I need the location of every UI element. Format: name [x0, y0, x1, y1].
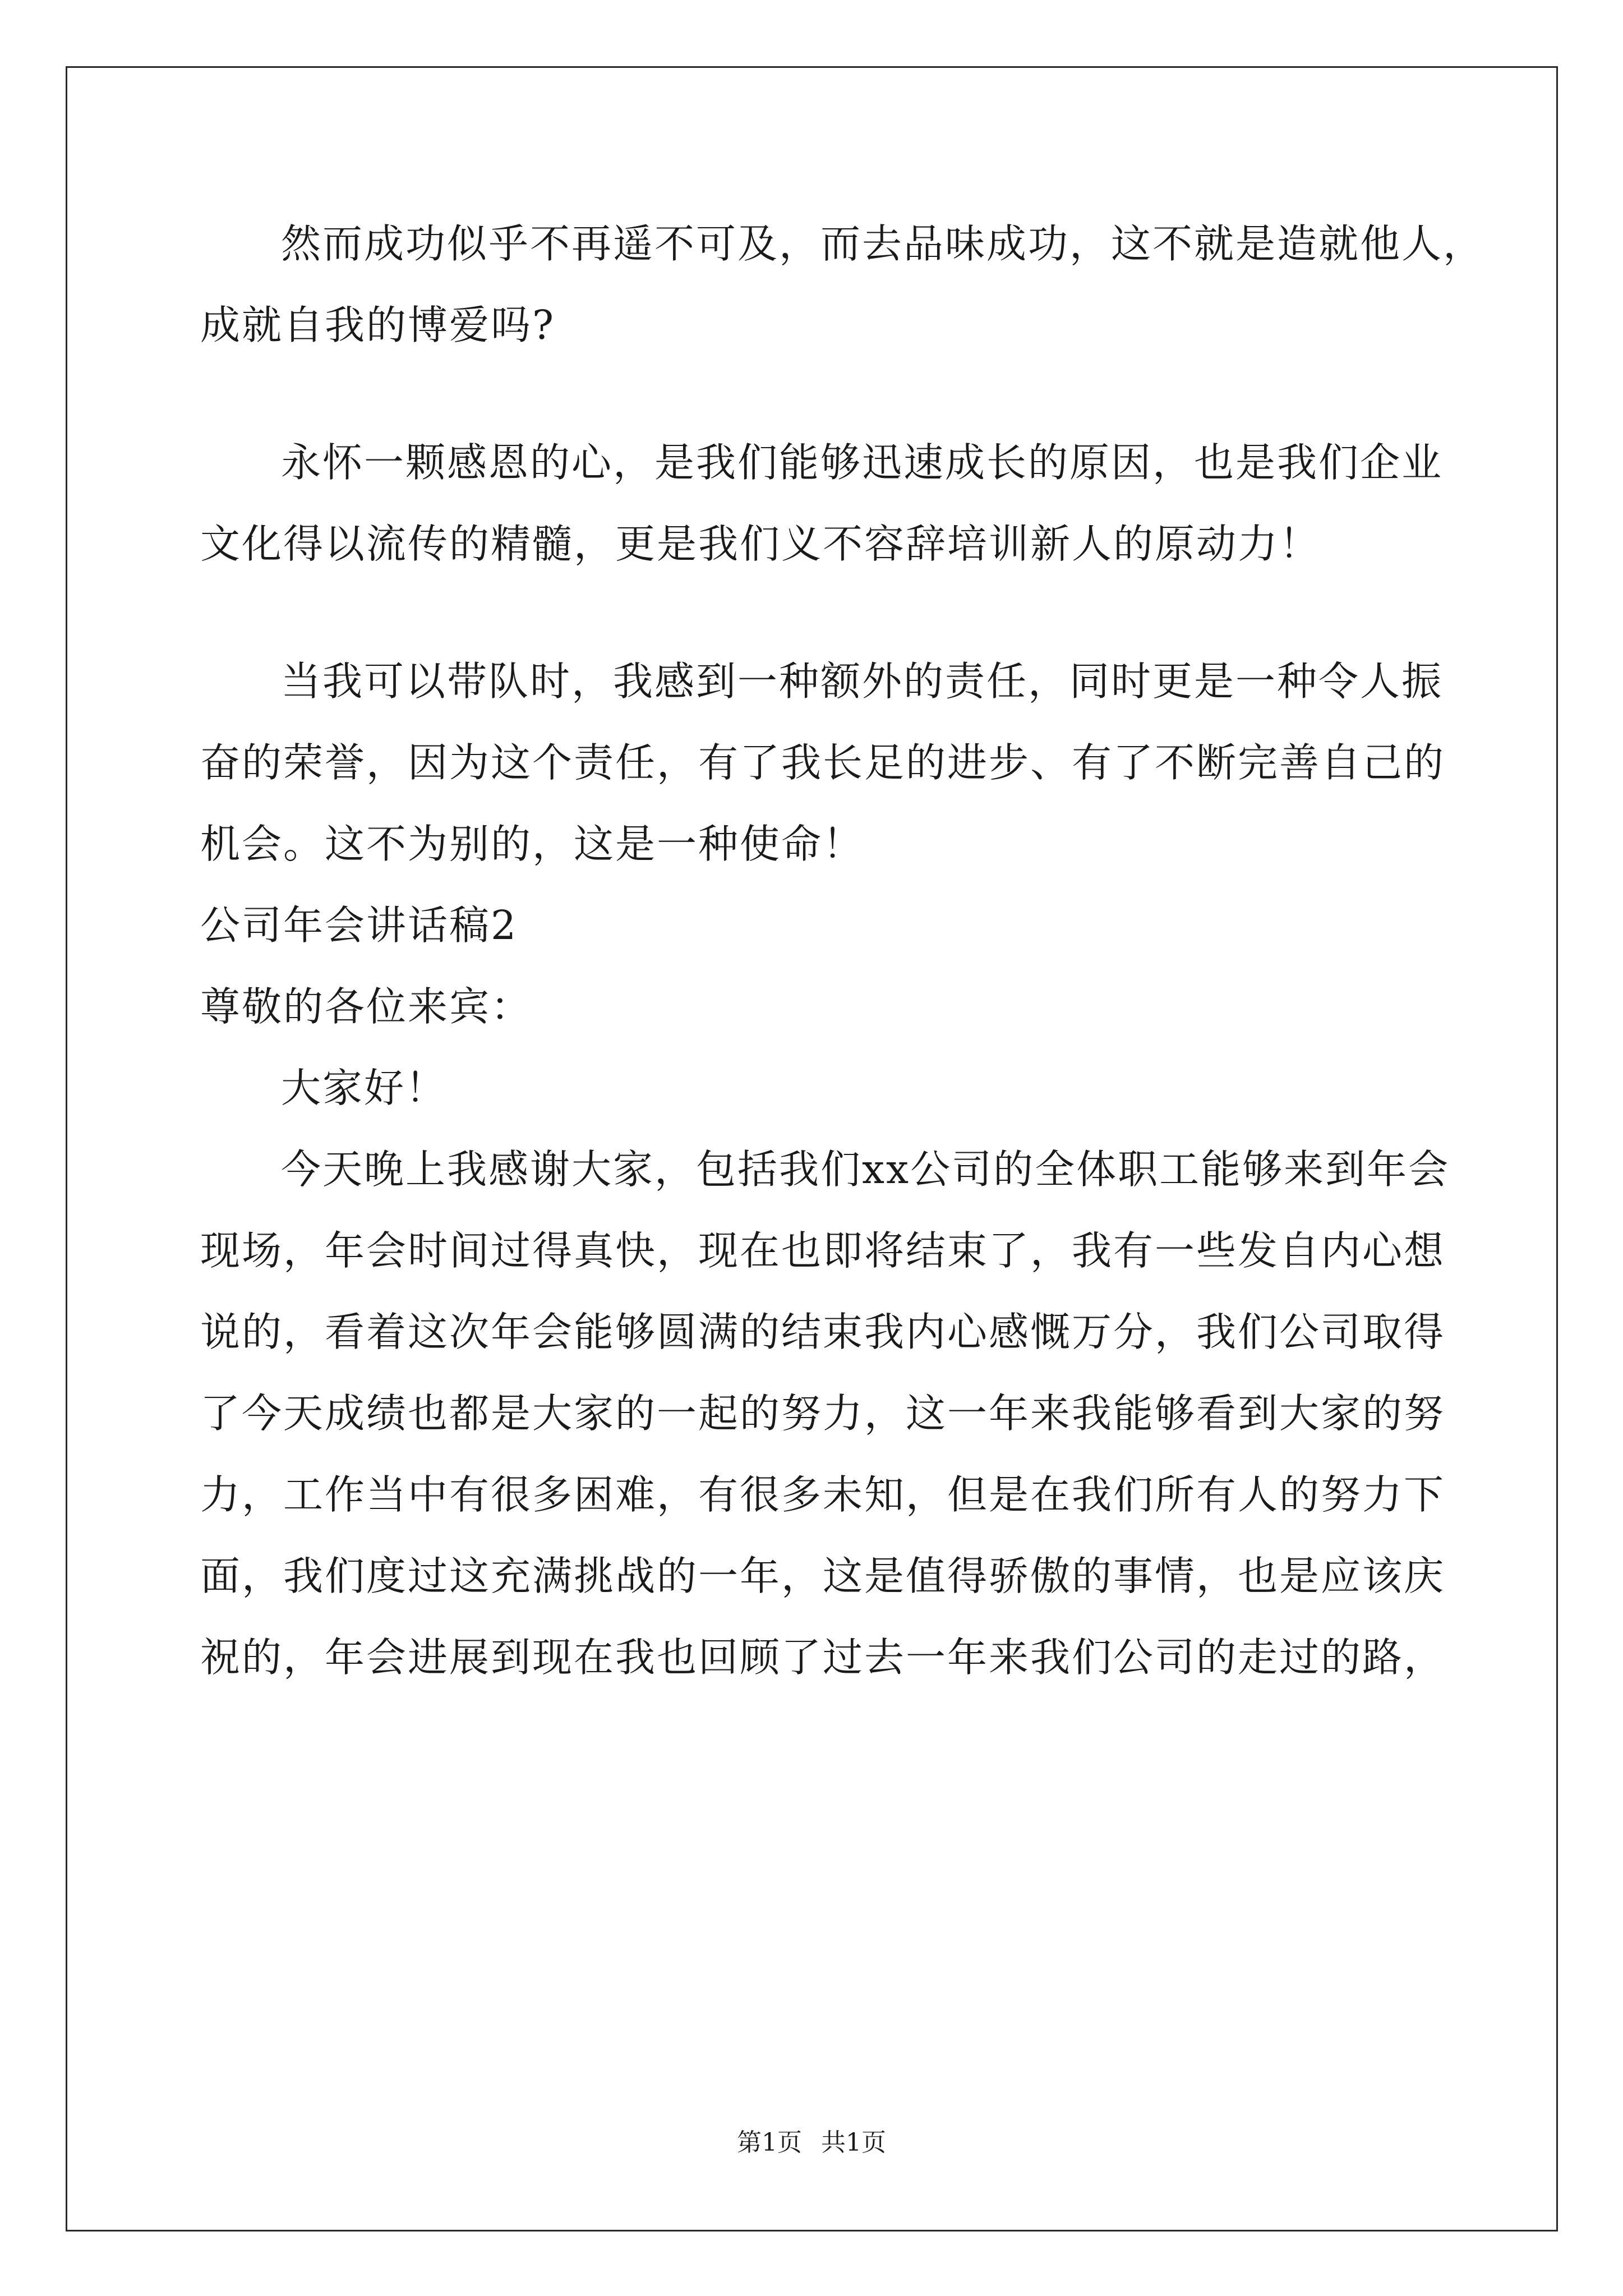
speech-line-4: 了今天成绩也都是大家的一起的努力，这一年来我能够看到大家的努: [200, 1390, 1446, 1437]
speech-line-1: 今天晚上我感谢大家，包括我们xx公司的全体职工能够来到年会: [281, 1146, 1450, 1193]
paragraph-1-line-1: 然而成功似乎不再遥不可及，而去品味成功，这不就是造就他人，: [281, 220, 1485, 267]
speech-line-5: 力，工作当中有很多困难，有很多未知，但是在我们所有人的努力下: [200, 1471, 1446, 1518]
speech-line-6: 面，我们度过这充满挑战的一年，这是值得骄傲的事情，也是应该庆: [200, 1553, 1446, 1599]
page-number-total: 共1页: [821, 2128, 886, 2157]
section-title: 公司年会讲话稿2: [200, 902, 518, 949]
page-footer: [0, 2126, 1623, 2160]
paragraph-1-line-2: 成就自我的博爱吗?: [200, 302, 556, 348]
paragraph-3-line-2: 奋的荣誉，因为这个责任，有了我长足的进步、有了不断完善自己的: [200, 739, 1446, 786]
speech-line-3: 说的，看着这次年会能够圆满的结束我内心感慨万分，我们公司取得: [200, 1309, 1446, 1355]
speech-line-2: 现场，年会时间过得真快，现在也即将结束了，我有一些发自内心想: [200, 1227, 1446, 1274]
speech-line-7: 祝的，年会进展到现在我也回顾了过去一年来我们公司的走过的路，: [200, 1634, 1446, 1681]
paragraph-2-line-1: 永怀一颗感恩的心，是我们能够迅速成长的原因，也是我们企业: [281, 439, 1444, 486]
greeting: 大家好！: [281, 1065, 448, 1111]
paragraph-3-line-3: 机会。这不为别的，这是一种使命！: [200, 821, 865, 867]
paragraph-2-line-2: 文化得以流传的精髓，更是我们义不容辞培训新人的原动力！: [200, 521, 1321, 567]
page-number-current: 第1页: [737, 2128, 802, 2157]
paragraph-3-line-1: 当我可以带队时，我感到一种额外的责任，同时更是一种令人振: [281, 658, 1444, 705]
salutation: 尊敬的各位来宾：: [200, 983, 533, 1030]
